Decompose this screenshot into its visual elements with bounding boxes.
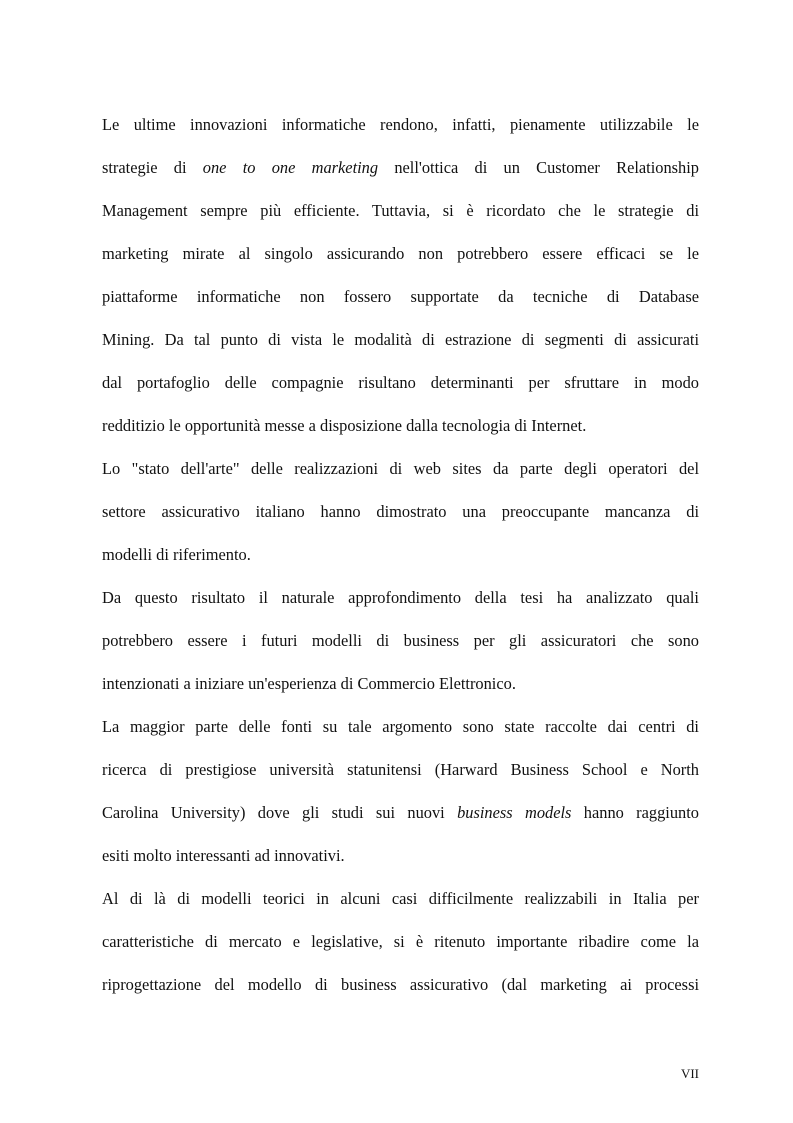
page-number: VII <box>680 1066 699 1081</box>
text-line <box>102 576 699 619</box>
text-line <box>102 748 699 791</box>
text-line <box>102 146 699 189</box>
text-line <box>102 619 699 662</box>
paragraph <box>102 705 699 877</box>
text-segment: dal portafoglio delle compagnie risultano determinanti per sfruttare in modo <box>102 373 699 392</box>
text-line <box>102 877 699 920</box>
text-segment: potrebbero essere i futuri modelli di business per gli assicuratori che sono <box>102 631 699 650</box>
text-segment: Carolina University) dove gli studi sui nuovi <box>102 803 458 822</box>
text-line <box>102 963 699 1006</box>
text-line <box>102 232 699 275</box>
italic-text: business models <box>457 803 572 822</box>
text-segment: hanno raggiunto <box>571 803 700 822</box>
text-segment: Da questo risultato il naturale approfondimento della tesi ha analizzato quali <box>102 588 699 607</box>
text-line <box>102 834 699 877</box>
document-body <box>102 103 699 1006</box>
text-line <box>102 791 699 834</box>
text-segment: nell'ottica di un Customer Relationship <box>378 158 699 177</box>
italic-text: one to one marketing <box>202 158 379 177</box>
text-segment: Mining. Da tal punto di vista le modalità di estrazione di segmenti di assicurati <box>102 330 699 349</box>
text-segment: riprogettazione del modello di business assicurativo (dal marketing ai processi <box>102 975 699 994</box>
text-segment: modelli di riferimento. <box>102 545 251 564</box>
paragraph <box>102 447 699 576</box>
text-segment: strategie di <box>102 158 203 177</box>
text-segment: Management sempre più efficiente. Tuttavia, si è ricordato che le strategie di <box>102 201 699 220</box>
text-line <box>102 533 699 576</box>
text-segment: settore assicurativo italiano hanno dimostrato una preoccupante mancanza di <box>102 502 699 521</box>
text-segment: esiti molto interessanti ad innovativi. <box>102 846 345 865</box>
paragraph <box>102 877 699 1006</box>
text-line <box>102 318 699 361</box>
text-segment: Lo "stato dell'arte" delle realizzazioni di web sites da parte degli operatori del <box>102 459 699 478</box>
paragraph <box>102 103 699 447</box>
text-line <box>102 662 699 705</box>
text-segment: caratteristiche di mercato e legislative, si è ritenuto importante ribadire come la <box>102 932 699 951</box>
text-line <box>102 920 699 963</box>
text-segment: marketing mirate al singolo assicurando non potrebbero essere efficaci se le <box>102 244 699 263</box>
text-line <box>102 275 699 318</box>
text-segment: Al di là di modelli teorici in alcuni casi difficilmente realizzabili in Italia per <box>102 889 699 908</box>
text-line <box>102 404 699 447</box>
text-line <box>102 490 699 533</box>
text-segment: piattaforme informatiche non fossero supportate da tecniche di Database <box>102 287 699 306</box>
text-segment: redditizio le opportunità messe a disposizione dalla tecnologia di Internet. <box>102 416 587 435</box>
text-segment: La maggior parte delle fonti su tale argomento sono state raccolte dai centri di <box>102 717 699 736</box>
paragraph <box>102 576 699 705</box>
text-segment: Le ultime innovazioni informatiche rendono, infatti, pienamente utilizzabile le <box>102 115 699 134</box>
text-segment: ricerca di prestigiose università statunitensi (Harward Business School e North <box>102 760 699 779</box>
text-line <box>102 705 699 748</box>
text-segment: intenzionati a iniziare un'esperienza di Commercio Elettronico. <box>102 674 516 693</box>
text-line <box>102 189 699 232</box>
text-line <box>102 103 699 146</box>
text-line <box>102 447 699 490</box>
text-line <box>102 361 699 404</box>
